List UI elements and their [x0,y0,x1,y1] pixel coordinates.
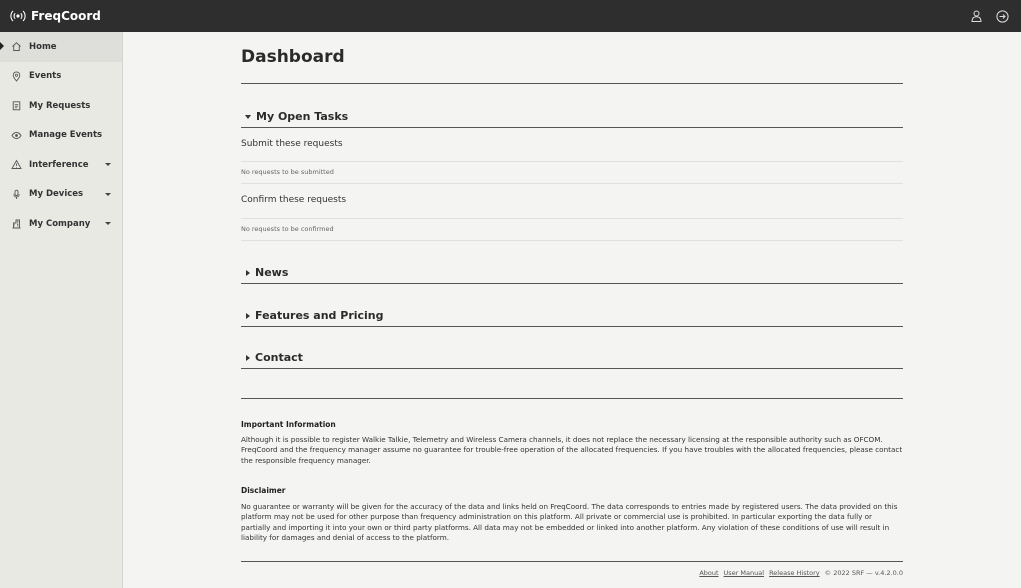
confirm-empty-message: No requests to be confirmed [241,225,334,233]
disclaimer-title: Disclaimer [241,486,286,495]
brand[interactable] [10,9,101,23]
divider [241,218,903,219]
divider [241,398,903,399]
clipboard-icon [10,100,22,112]
submit-requests-heading: Submit these requests [241,139,343,149]
submit-empty-message: No requests to be submitted [241,168,334,176]
section-title: Contact [255,351,303,364]
warning-icon [10,159,22,171]
home-icon [10,41,22,53]
user-manual-link[interactable]: User Manual [723,569,765,577]
divider [241,561,903,562]
about-link[interactable]: About [699,569,719,577]
eye-icon [10,129,22,141]
divider [241,83,903,84]
copyright: © 2022 SRF — v.4.2.0.0 [824,569,903,577]
sidebar-item-my-requests[interactable] [0,91,122,121]
sidebar [0,32,123,588]
sidebar-item-manage-events[interactable] [0,121,122,151]
chevron-down-icon [105,163,111,166]
microphone-icon [10,188,22,200]
sidebar-item-label: Interference [29,159,89,170]
footer-links [699,569,903,577]
map-pin-icon [10,70,22,82]
logout-icon[interactable] [996,10,1009,23]
user-icon[interactable] [971,10,982,22]
section-toggle-contact[interactable] [241,347,903,369]
sidebar-item-home[interactable] [0,32,122,62]
active-marker [0,42,4,50]
release-history-link[interactable]: Release History [769,569,820,577]
caret-right-icon [246,270,250,276]
chevron-down-icon [105,222,111,225]
section-toggle-news[interactable] [241,262,903,284]
sidebar-item-label: My Requests [29,100,91,111]
section-title: My Open Tasks [256,110,349,123]
disclaimer-text: No guarantee or warranty will be given for the accuracy of the data and links held on FreqCoord. The data corresponds to entries made by registered users. The data provided on this platform may not be used for other purpose than frequency administration on this platform. All private or commercial use is prohibited. In particular exporting the data fully or partially and importing it into your own or third party platforms. All data may not be embedded or linked into another platform. Any violation of these conditions of use will result in liability for damages and denial of access to the platform. [241,502,898,542]
divider [241,183,903,184]
caret-down-icon [245,115,251,119]
confirm-requests-heading: Confirm these requests [241,195,347,205]
sidebar-item-label: Manage Events [29,130,103,141]
section-title: News [255,266,289,279]
important-info-text: Although it is possible to register Walkie Talkie, Telemetry and Wireless Camera channels, it does not replace the necessary licensing at the responsible authority such as OFCOM. FreqCoord and the frequency manager assume no guarantee for trouble-free operation of the allocated frequencies. If you have troubles with the allocated frequencies, please contact the responsible frequency manager. [241,435,903,465]
caret-right-icon [246,313,250,319]
sidebar-item-my-devices[interactable] [0,180,122,210]
section-toggle-my-open-tasks[interactable] [241,106,903,128]
divider [241,240,903,241]
sidebar-item-label: My Devices [29,189,84,200]
sidebar-item-label: Events [29,71,62,82]
caret-right-icon [246,355,250,361]
section-title: Features and Pricing [255,309,384,322]
sidebar-item-label: My Company [29,218,91,229]
app-title: FreqCoord [31,9,101,23]
page-title: Dashboard [241,47,345,67]
divider [241,161,903,162]
building-icon [10,218,22,230]
chevron-down-icon [105,193,111,196]
section-toggle-features-pricing[interactable] [241,305,903,327]
top-bar [0,0,1021,32]
sidebar-item-events[interactable] [0,62,122,92]
sidebar-item-my-company[interactable] [0,209,122,239]
antenna-signal-icon [10,10,26,22]
important-info-title: Important Information [241,420,336,429]
sidebar-item-label: Home [29,41,57,52]
sidebar-item-interference[interactable] [0,150,122,180]
